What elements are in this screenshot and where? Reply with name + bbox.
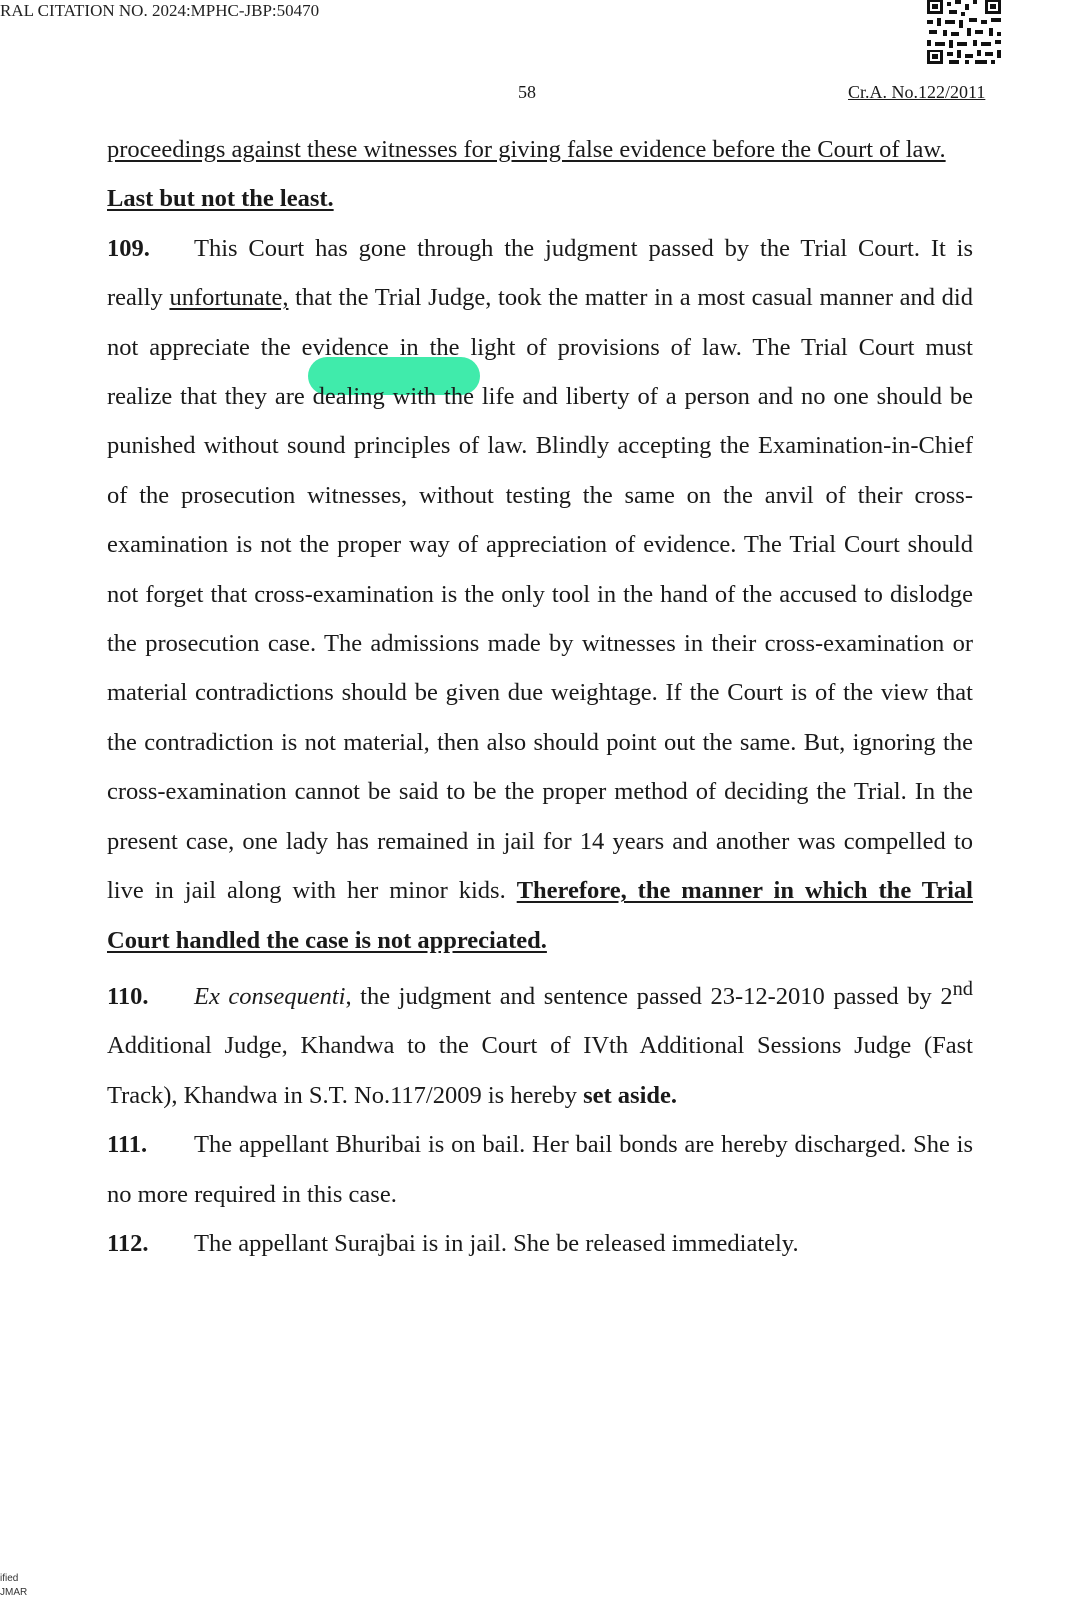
case-number: Cr.A. No.122/2011 — [848, 82, 986, 102]
paragraph-text: This Court has gone through the judgment passed by the Trial Court. It is really — [107, 234, 973, 312]
bold-conclusion: Therefore, the manner in which the Trial Court handled the case is not appreciated. — [107, 877, 973, 954]
paragraph-text: , the judgment and sentence passed 23-12-2010 passed by 2 — [345, 983, 953, 1011]
paragraph-text: The appellant Surajbai is in jail. She be released immediately. — [194, 1230, 799, 1258]
signature-stamp-line-2: JMAR — [0, 1587, 28, 1598]
paragraph-110 — [107, 965, 973, 1120]
paragraph-text: The appellant Bhuribai is on bail. Her bail bonds are hereby discharged. She is no more required in this case. — [107, 1131, 973, 1208]
underlined-word: unfortunate, — [169, 284, 289, 312]
paragraph-112 — [107, 1219, 973, 1268]
paragraph-number: 112. — [107, 1230, 149, 1258]
latin-phrase: Ex consequenti — [194, 983, 346, 1011]
neutral-citation: RAL CITATION NO. 2024:MPHC-JBP:50470 — [0, 1, 320, 20]
paragraph-111 — [107, 1120, 973, 1219]
qr-code-icon — [925, 0, 1003, 66]
ordinal-superscript: nd — [952, 977, 973, 1000]
intro-paragraph — [107, 125, 973, 174]
section-heading — [107, 174, 973, 223]
paragraph-number: 110. — [107, 983, 149, 1011]
intro-text: proceedings against these witnesses for giving false evidence before the Court of law. — [107, 136, 946, 163]
bold-order: set aside. — [583, 1081, 678, 1109]
signature-stamp-line-1: ified — [0, 1573, 19, 1584]
page-number: 58 — [518, 82, 536, 102]
paragraph-109 — [107, 224, 973, 965]
paragraph-number: 109. — [107, 234, 150, 262]
heading-text: Last but not the least. — [107, 185, 334, 213]
paragraph-text: that the Trial Judge, took the matter in a most casual manner and did not appreciate the evidence in the light of provisions of law. The Trial Court must realize that they are dealing with the life and liberty of a person and no one should be punished without sound principles of law. Blindly accepting the Examination-in-Chief of the prosecution witnesses, without testing the same on the anvil of their cross-examination is not the proper way of appreciation of evidence. The Trial Court should not forget that cross-examination is the only tool in the hand of the accused to dislodge the prosecution case. The admissions made by witnesses in their cross-examination or material contradictions should be given due weightage. If the Court is of the view that the contradiction is not material, then also should point out the same. But, ignoring the cross-examination cannot be said to be the proper method of deciding the Trial. In the present case, one lady has remained in jail for 14 years and another was compelled to live in jail along with her minor kids. — [107, 284, 973, 905]
paragraph-number: 111. — [107, 1131, 148, 1159]
judgment-body — [107, 125, 973, 1269]
paragraph-text: Additional Judge, Khandwa to the Court of IVth Additional Sessions Judge (Fast Track), Khandwa in S.T. No.117/2009 is hereby — [107, 1032, 973, 1109]
